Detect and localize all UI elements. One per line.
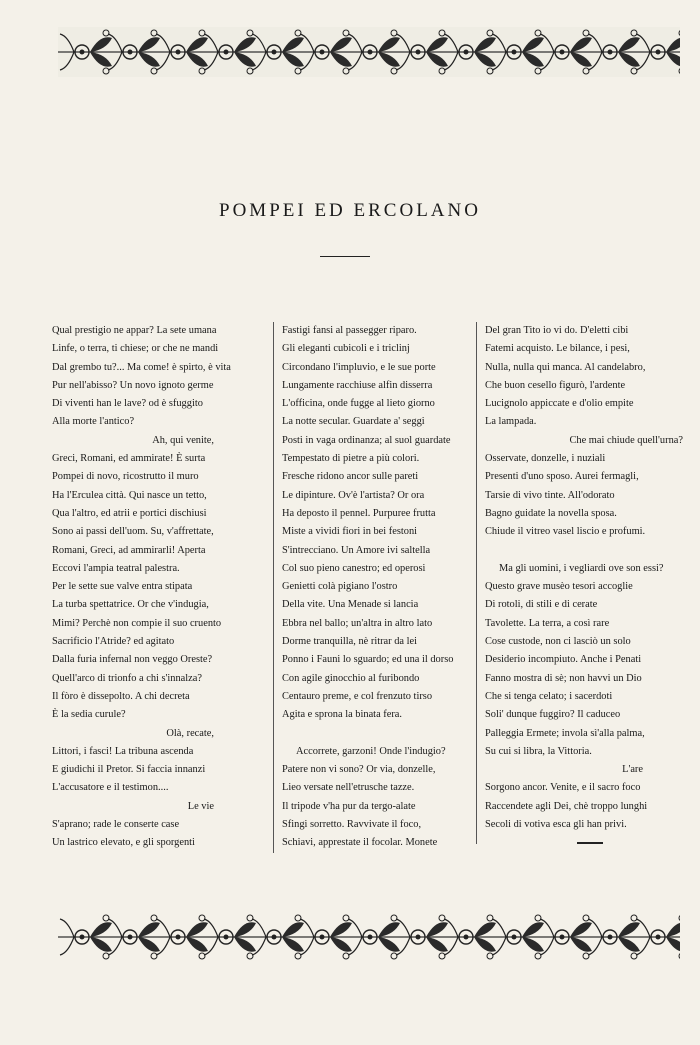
bud-icon <box>439 915 445 921</box>
scroll-icon <box>300 937 314 955</box>
poem-line: Qua l'altro, ed atrii e portici dischiusi <box>52 507 207 519</box>
leaf-icon <box>618 937 640 952</box>
leaf-icon <box>474 937 496 952</box>
poem-line: Cose custode, non ci lasciò un solo <box>485 636 631 648</box>
scroll-icon <box>348 937 362 955</box>
poem-line: Ha l'Erculea città. Qui nasce un tetto, <box>52 489 207 501</box>
rosette-center <box>416 935 421 940</box>
poem-line: Secoli di votiva esca gli han privi. <box>485 819 627 831</box>
bud-icon <box>535 953 541 959</box>
bud-icon <box>583 915 589 921</box>
poem-line: S'aprano; rade le conserte case <box>52 819 180 831</box>
bud-icon <box>247 953 253 959</box>
scroll-icon <box>60 919 74 937</box>
poem-line: Le dipinture. Ov'è l'artista? Or ora <box>282 489 425 501</box>
poem-line: Sacrificio l'Atride? ed agitato <box>52 636 175 648</box>
poem-line: Agita e sprona la binata fera. <box>282 709 403 721</box>
poem-line: Posti in vaga ordinanza; al suol guardate <box>282 434 451 446</box>
scroll-icon <box>252 937 266 955</box>
poem-line: Osservate, donzelle, i nuziali <box>485 453 606 465</box>
poem-line: Palleggia Ermete; invola sì'alla palma, <box>485 727 645 739</box>
scroll-icon <box>588 919 602 937</box>
rosette-center <box>512 935 517 940</box>
poem-line: Le vie <box>187 800 214 812</box>
leaf-icon <box>90 922 112 937</box>
poem-line: Mimi? Perchè non compie il suo cruento <box>52 617 222 629</box>
bud-icon <box>679 953 680 959</box>
poem-line: Eccovi l'ampia teatral palestra. <box>52 562 180 574</box>
poem-line: Bagno guidate la novella sposa. <box>485 507 617 519</box>
leaf-icon <box>522 937 544 952</box>
rosette-center <box>176 50 181 55</box>
rosette-center <box>128 50 133 55</box>
bud-icon <box>631 915 637 921</box>
poem-line: Nulla, nulla qui manca. Al candelabro, <box>485 361 646 373</box>
bud-icon <box>103 953 109 959</box>
leaf-icon <box>378 937 400 952</box>
bud-icon <box>151 953 157 959</box>
poem-line: Per le sette sue valve entra stipata <box>52 581 193 593</box>
bud-icon <box>199 953 205 959</box>
poem-line: Littori, i fasci! La tribuna ascenda <box>52 745 194 757</box>
poem-line: Fatemi acquisto. Le bilance, i pesi, <box>485 343 630 355</box>
poem-line: Romani, Greci, ad ammirarli! Aperta <box>52 544 206 556</box>
top-ornament-border <box>58 27 680 77</box>
scroll-icon <box>636 937 650 955</box>
bud-icon <box>151 915 157 921</box>
scroll-icon <box>156 937 170 955</box>
poem-line: E giudichi il Pretor. Si faccia innanzi <box>52 764 206 776</box>
leaf-icon <box>186 937 208 952</box>
rosette-center <box>656 935 661 940</box>
poem-line: Chiude il vitreo vasel liscio e profumi. <box>485 526 646 538</box>
rosette-center <box>464 50 469 55</box>
scroll-icon <box>300 919 314 937</box>
poem-line: Sorgono ancor. Venite, e il sacro foco <box>485 782 641 794</box>
rosette-center <box>416 50 421 55</box>
bud-icon <box>391 953 397 959</box>
poem-line: Un lastrico elevato, e gli sporgenti <box>52 837 195 849</box>
poem-line: Alla morte l'antico? <box>52 416 135 428</box>
poem-line: Ebbra nel ballo; un'altra in altro lato <box>282 617 433 629</box>
poem-line: La turba spettatrice. Or che v'indugia, <box>52 599 209 611</box>
poem-line: Che mai chiude quell'urna? <box>569 434 683 446</box>
leaf-icon <box>474 922 496 937</box>
rosette-center <box>560 50 565 55</box>
poem-line: Di viventi han le lave? od è sfuggito <box>52 398 203 410</box>
rosette-center <box>320 935 325 940</box>
leaf-icon <box>666 922 680 937</box>
poem-line: Ah, qui venite, <box>152 434 214 446</box>
scroll-icon <box>492 919 506 937</box>
leaf-icon <box>234 937 256 952</box>
poem-line: Patere non vi sono? Or via, donzelle, <box>282 764 436 776</box>
scroll-icon <box>396 919 410 937</box>
scroll-icon <box>588 937 602 955</box>
rosette-center <box>272 935 277 940</box>
rosette-center <box>560 935 565 940</box>
scroll-icon <box>108 919 122 937</box>
poem-line: Dal grembo tu?... Ma come! è spirto, è vita <box>52 361 231 373</box>
leaf-icon <box>330 922 352 937</box>
scroll-icon <box>348 919 362 937</box>
stanza-gap <box>485 542 693 560</box>
poem-line: Del gran Tito io vi do. D'eletti cibi <box>485 325 629 336</box>
bottom-ornament-border <box>58 912 680 962</box>
bud-icon <box>391 915 397 921</box>
poem-line: L'accusatore e il testimon.... <box>52 782 169 794</box>
title-divider <box>320 256 370 257</box>
scroll-icon <box>108 937 122 955</box>
poem-line: Schiavi, apprestate il focolar. Monete <box>282 837 438 849</box>
poem-line: Pur nell'abisso? Un novo ignoto germe <box>52 379 214 391</box>
poem-line: Accorrete, garzoni! Onde l'indugio? <box>296 745 446 757</box>
leaf-icon <box>138 937 160 952</box>
poem-line: Centauro preme, e col frenzuto tirso <box>282 690 433 702</box>
leaf-icon <box>330 937 352 952</box>
scroll-icon <box>396 937 410 955</box>
poem-line: Olà, recate, <box>166 727 214 739</box>
poem-line: Ha deposto il pennel. Purpuree frutta <box>282 507 436 519</box>
bud-icon <box>247 915 253 921</box>
bud-icon <box>631 953 637 959</box>
rosette-center <box>464 935 469 940</box>
poem-line: Che si tenga celato; i sacerdoti <box>485 690 613 702</box>
rosette-center <box>608 935 613 940</box>
poem-column-2 <box>273 322 472 853</box>
leaf-icon <box>426 937 448 952</box>
poem-line: Ma gli uomini, i vegliardi ove son essi? <box>499 562 664 574</box>
poem-line: Soli' dunque fuggiro? Il caduceo <box>485 709 621 721</box>
bud-icon <box>439 953 445 959</box>
bud-icon <box>487 915 493 921</box>
leaf-icon <box>378 922 400 937</box>
bud-icon <box>535 915 541 921</box>
scroll-icon <box>252 919 266 937</box>
poem-line: Qual prestigio ne appar? La sete umana <box>52 325 217 336</box>
poem-column-3 <box>476 322 693 844</box>
scroll-icon <box>636 919 650 937</box>
leaf-icon <box>90 937 112 952</box>
leaf-icon <box>282 922 304 937</box>
poem-line: Pompei di novo, ricostrutto il muro <box>52 471 199 483</box>
poem-line: S'intrecciano. Un Amore ivi saltella <box>282 544 431 556</box>
leaf-icon <box>426 922 448 937</box>
stanza-gap <box>282 725 472 743</box>
poem-line: Lungamente racchiuse alfin disserra <box>282 379 433 391</box>
rosette-center <box>80 935 85 940</box>
bud-icon <box>583 953 589 959</box>
poem-line: Circondano l'impluvio, e le sue porte <box>282 361 436 373</box>
rosette-center <box>512 50 517 55</box>
leaf-icon <box>522 922 544 937</box>
poem-line: Genietti colà pigiano l'ostro <box>282 581 398 593</box>
poem-line: Presenti d'uno sposo. Aurei fermagli, <box>485 471 639 483</box>
poem-line: Col suo pieno canestro; ed operosi <box>282 562 426 574</box>
rosette-center <box>368 935 373 940</box>
scroll-icon <box>444 919 458 937</box>
poem-line: Questo grave musèo tesori accoglie <box>485 581 633 593</box>
leaf-icon <box>234 922 256 937</box>
poem-line: Gli eleganti cubicoli e i triclinj <box>282 343 410 355</box>
rosette-center <box>656 50 661 55</box>
bud-icon <box>679 915 680 921</box>
leaf-icon <box>186 922 208 937</box>
leaf-icon <box>138 922 160 937</box>
poem-line: Dorme tranquilla, nè ritrar da lei <box>282 636 418 648</box>
leaf-icon <box>570 922 592 937</box>
rosette-center <box>272 50 277 55</box>
rosette-center <box>128 935 133 940</box>
rosette-center <box>176 935 181 940</box>
scroll-icon <box>540 937 554 955</box>
poem-line: Sfingi sorretto. Ravvivate il foco, <box>282 819 422 831</box>
poem-line: Tarsie di vivo tinte. All'odorato <box>485 489 615 501</box>
poem-line: Che buon cesello figurò, l'ardente <box>485 379 626 391</box>
poem-line: Lucignolo appiccate e d'olio empite <box>485 398 634 410</box>
poem-line: Tavolette. La terra, a così rare <box>485 617 610 629</box>
leaf-icon <box>666 937 680 952</box>
poem-line: Il fòro è dissepolto. A chi decreta <box>52 690 190 702</box>
poem-column-1 <box>52 322 264 853</box>
poem-line: Desiderio incompiuto. Anche i Penati <box>485 654 642 666</box>
poem-line: Greci, Romani, ed ammirate! È surta <box>52 453 206 465</box>
poem-line: L'officina, onde fugge al lieto giorno <box>282 398 435 410</box>
rosette-center <box>320 50 325 55</box>
leaf-icon <box>618 922 640 937</box>
poem-line: La lampada. <box>485 416 537 428</box>
poem-line: Quell'arco di trionfo a chi s'innalza? <box>52 672 203 684</box>
scroll-icon <box>444 937 458 955</box>
poem-line: È la sedia curule? <box>52 709 126 721</box>
bud-icon <box>295 953 301 959</box>
page-title: POMPEI ED ERCOLANO <box>219 200 481 221</box>
poem-line: Con agile ginocchio al furibondo <box>282 672 420 684</box>
poem-line: Il tripode v'ha pur da tergo-alate <box>282 800 416 812</box>
poem-line: Dalla furia infernal non veggo Oreste? <box>52 654 213 666</box>
poem-line: Su cui si libra, la Vittoria. <box>485 745 592 757</box>
poem-line: Lieo versate nell'etrusche tazze. <box>282 782 415 794</box>
bud-icon <box>487 953 493 959</box>
scroll-icon <box>60 937 74 955</box>
rosette-center <box>224 935 229 940</box>
poem-line: Della vite. Una Menade si lancia <box>282 599 419 611</box>
poem-line: Tempestato di pietre a più colori. <box>282 453 420 465</box>
poem-line: Sono ai passi dell'uom. Su, v'affrettate, <box>52 526 214 538</box>
scroll-icon <box>204 937 218 955</box>
scroll-icon <box>540 919 554 937</box>
bud-icon <box>343 953 349 959</box>
scroll-icon <box>156 919 170 937</box>
poem-line: La notte secular. Guardate a' seggi <box>282 416 425 428</box>
poem-line: Fresche ridono ancor sulle pareti <box>282 471 419 483</box>
poem-line: Miste a vividi fiori in bei festoni <box>282 526 418 538</box>
poem-line: Di rotoli, di stili e di cerate <box>485 599 598 611</box>
scroll-icon <box>492 937 506 955</box>
bud-icon <box>295 915 301 921</box>
poem-line: Ponno i Fauni lo sguardo; ed una il dorso <box>282 654 454 666</box>
rosette-center <box>608 50 613 55</box>
poem-line: Fastigi fansi al passegger riparo. <box>282 325 417 336</box>
leaf-icon <box>570 937 592 952</box>
poem-line: Linfe, o terra, ti chiese; or che ne mandi <box>52 343 219 355</box>
poem-line: L'are <box>622 764 643 776</box>
rosette-center <box>368 50 373 55</box>
leaf-icon <box>282 937 304 952</box>
end-rule <box>577 842 603 844</box>
rosette-center <box>80 50 85 55</box>
bud-icon <box>199 915 205 921</box>
rosette-center <box>224 50 229 55</box>
poem-line: Raccendete agli Dei, chè troppo lunghi <box>485 800 648 812</box>
poem-line: Fanno mostra di sè; non havvi un Dio <box>485 672 642 684</box>
bud-icon <box>103 915 109 921</box>
bud-icon <box>343 915 349 921</box>
scroll-icon <box>204 919 218 937</box>
